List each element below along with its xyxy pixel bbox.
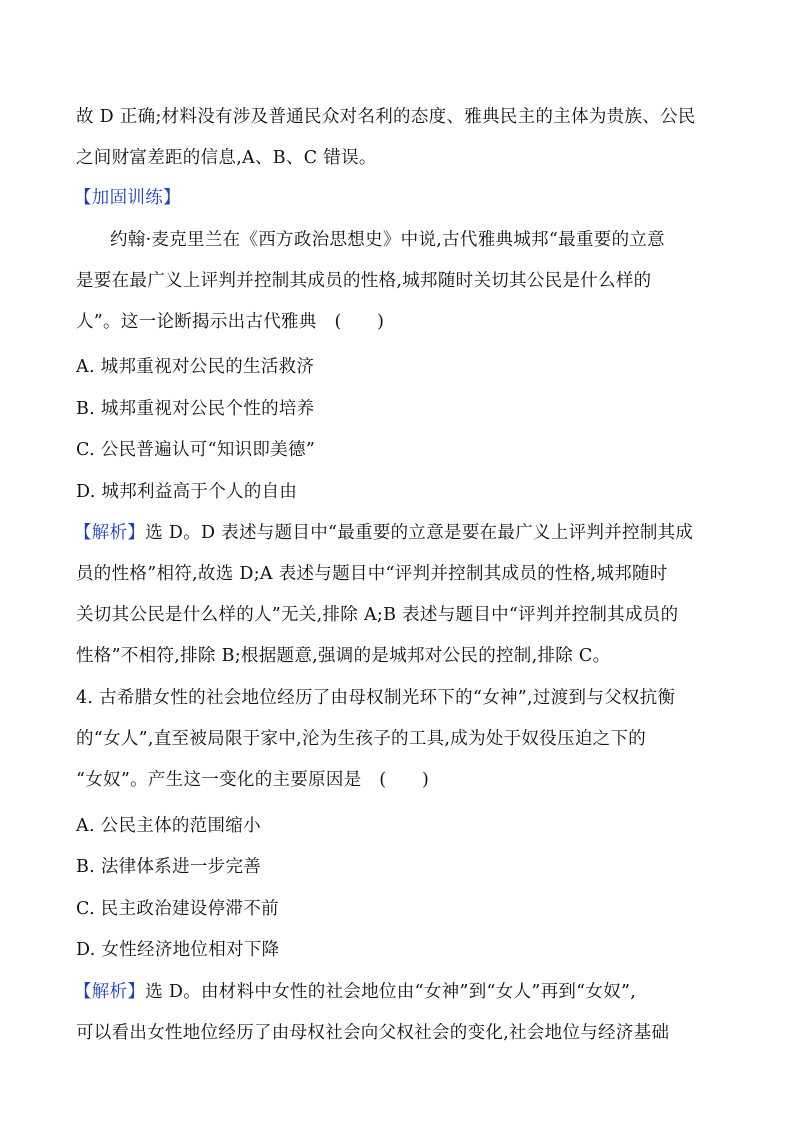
q4-analysis-line-2: 可以看出女性地位经历了由母权社会向父权社会的变化,社会地位与经济基础 (76, 1023, 670, 1043)
practice-analysis-line-1 (74, 521, 693, 545)
prev-explanation-line-2: 之间财富差距的信息,A、B、C 错误。 (76, 148, 377, 168)
practice-option-d: D. 城邦利益高于个人的自由 (76, 482, 298, 502)
practice-option-c: C. 公民普遍认可“知识即美德” (76, 440, 316, 460)
practice-analysis-line-2: 员的性格”相符,故选 D;A 表述与题目中“评判并控制其成员的性格,城邦随时 (76, 564, 668, 584)
analysis-text: 选 D。D 表述与题目中“最重要的立意是要在最广义上评判并控制其成 (145, 523, 694, 543)
q4-stem-line-1: 4. 古希腊女性的社会地位经历了由母权制光环下的“女神”,过渡到与父权抗衡 (76, 688, 676, 708)
q4-option-a: A. 公民主体的范围缩小 (76, 816, 261, 836)
practice-stem-line-2: 是要在最广义上评判并控制其成员的性格,城邦随时关切其公民是什么样的 (76, 271, 652, 291)
practice-stem-line-3: 人”。这一论断揭示出古代雅典 ( ) (76, 312, 385, 332)
analysis-tag: 【解析】 (74, 982, 146, 1002)
prev-explanation-line-1: 故 D 正确;材料没有涉及普通民众对名利的态度、雅典民主的主体为贵族、公民 (76, 107, 696, 127)
practice-stem-line-1: 约翰·麦克里兰在《西方政治思想史》中说,古代雅典城邦“最重要的立意 (110, 230, 665, 250)
q4-option-d: D. 女性经济地位相对下降 (76, 940, 280, 960)
q4-analysis-line-1 (74, 980, 636, 1004)
practice-option-a: A. 城邦重视对公民的生活救济 (76, 357, 315, 377)
analysis-tag: 【解析】 (74, 523, 146, 543)
q4-option-b: B. 法律体系进一步完善 (76, 857, 262, 877)
q4-option-c: C. 民主政治建设停滞不前 (76, 899, 279, 919)
q4-stem-line-3: “女奴”。产生这一变化的主要原因是 ( ) (76, 770, 430, 790)
practice-option-b: B. 城邦重视对公民个性的培养 (76, 399, 315, 419)
analysis-text: 选 D。由材料中女性的社会地位由“女神”到“女人”再到“女奴”, (145, 982, 637, 1002)
practice-analysis-line-4: 性格”不相符,排除 B;根据题意,强调的是城邦对公民的控制,排除 C。 (76, 646, 611, 666)
section-tag-reinforcement: 【加固训练】 (74, 188, 181, 208)
q4-stem-line-2: 的“女人”,直至被局限于家中,沦为生孩子的工具,成为处于奴役压迫之下的 (76, 729, 647, 749)
practice-analysis-line-3: 关切其公民是什么样的人”无关,排除 A;B 表述与题目中“评判并控制其成员的 (76, 605, 679, 625)
